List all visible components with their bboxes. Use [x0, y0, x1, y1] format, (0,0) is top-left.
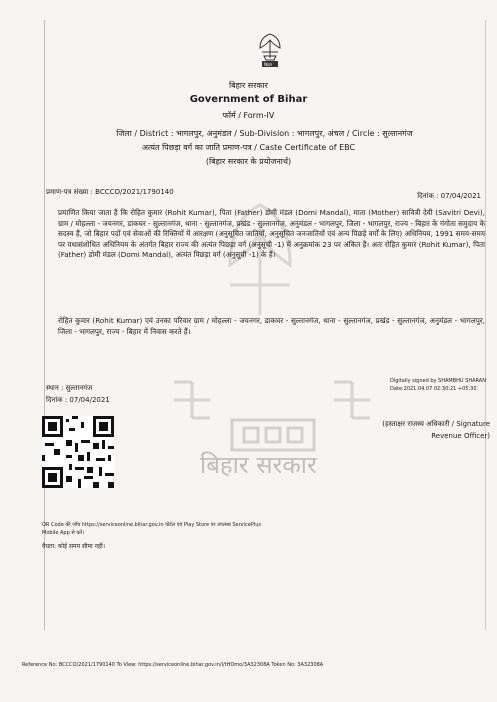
- watermark-text: बिहार सरकार: [200, 451, 317, 479]
- jurisdiction-line: जिला / District : भागलपुर, अनुमंडल / Sub-Division : भागलपुर, अंचल / Circle : सुल्तानगंज: [116, 129, 413, 138]
- digital-signature-line2: Date:2021.04.07 02:30:21 +05:30: [390, 386, 477, 392]
- certificate-purpose: (बिहार सरकार के प्रयोजनार्थ): [205, 157, 292, 166]
- watermark-pattern-left-icon: [170, 378, 214, 426]
- reference-line: Reference No: BCCCO/2021/1790140 To View: https://serviceonline.bihar.gov.in/l/tHOmo/3A32308A Token No: 3A32308A: [22, 662, 324, 668]
- qr-verification-note-line1: QR Code की जाँच https://serviceonline.bihar.gov.in पोर्टल एवं Play Store पर उपलब्ध ServicePlus: [42, 522, 262, 528]
- residence-paragraph: रोहित कुमार (Rohit Kumar) एवं उनका परिवार ग्राम / मोहल्ला - जयनगर, डाकघर - सुल्तानगंज, थाना - सुल्तानगंज, प्रखंड - सुल्तानगंज, अनुमंडल - भागलपुर, जिला - भागलपुर, राज्य - बिहार में निवास करते हैं।: [58, 316, 485, 336]
- place-of-issue: स्थान : सुल्तानगंज: [46, 384, 93, 392]
- bihar-emblem-icon: [252, 30, 288, 72]
- watermark-pattern-right-icon: [330, 378, 374, 426]
- qr-code: [42, 416, 114, 488]
- signature-label-line1: (हस्ताक्षर राजस्व अधिकारी / Signature: [382, 420, 490, 428]
- state-name-hindi: बिहार सरकार: [229, 81, 268, 90]
- form-label: फॉर्म / Form-IV: [222, 111, 275, 120]
- digital-signature-line1: Digitally signed by SHAMBHU SHARAN: [390, 378, 486, 384]
- certificate-number: प्रमाण-पत्र संख्या : BCCCO/2021/1790140: [46, 188, 174, 196]
- place-date: दिनांक : 07/04/2021: [46, 396, 110, 404]
- signature-label-line2: Revenue Officer): [431, 432, 490, 440]
- certificate-body-paragraph: प्रमाणित किया जाता है कि रोहित कुमार (Rohit Kumar), पिता (Father) डोमी मंडल (Domi Mandal), माता (Mother) सावित्री देवी (Savitri Devi), ग्राम / मोहल्ला - जयनगर, डाकघर - सुल्तानगंज, थाना - सुल्तानगंज, प्रखंड - सुल्तानगंज, अनुमंडल - भागलपुर, जिला - भागलपुर, राज्य - बिहार के गंगोता समुदाय के सदस्य हैं, जो बिहार पदों एवं सेवाओं की रिक्तियों में आरक्षण (अनुसूचित जातियों, अनुसूचित जनजातियों एवं अन्य पिछड़े वर्गों के लिए) अधिनियम, 1991 समय-समय पर यथासंशोधित अधिनियम के अंतर्गत बिहार राज्य की अत्यंत पिछड़ा वर्ग (अनुसूची -1) में अनुक्रमांक 23 पर अंकित हैं। अतः रोहित कुमार (Rohit Kumar), पिता (Father) डोमी मंडल (Domi Mandal), अत्यंत पिछड़ा वर्ग (अनुसूची -1) के हैं।: [58, 208, 485, 259]
- validity-note: वैधता: कोई समय सीमा नहीं।: [42, 543, 105, 550]
- issue-date: दिनांक : 07/04/2021: [417, 192, 481, 200]
- certificate-title: अत्यंत पिछड़ा वर्ग का जाति प्रमाण-पत्र / Caste Certificate of EBC: [141, 143, 356, 152]
- emblem-text: बिहार: [264, 62, 273, 67]
- qr-verification-note-line2: Mobile App से करें।: [42, 530, 85, 536]
- government-title: Government of Bihar: [189, 94, 308, 105]
